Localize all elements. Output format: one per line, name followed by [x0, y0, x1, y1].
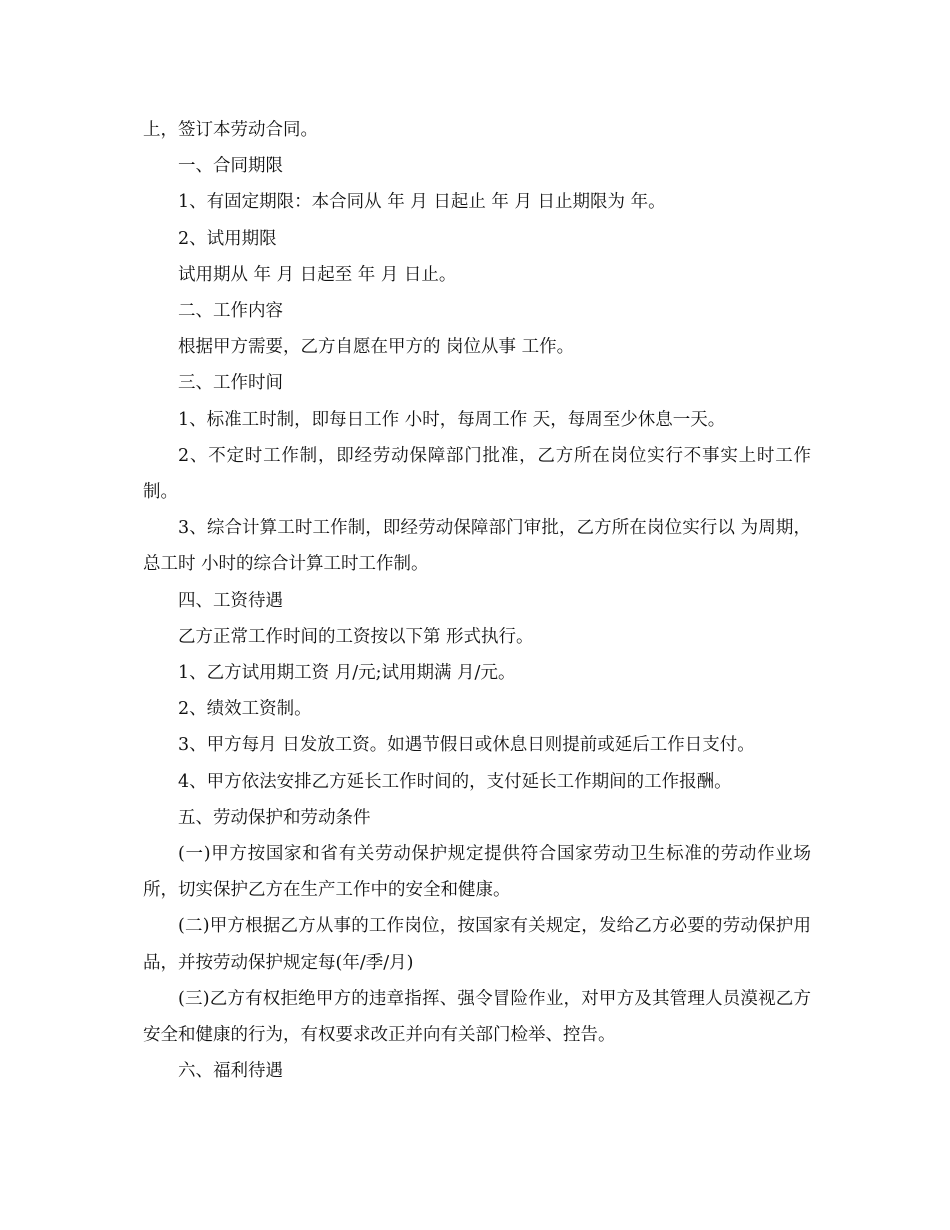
paragraph-probation-wage: 1、乙方试用期工资 月/元;试用期满 月/元。	[178, 663, 516, 684]
paragraph-wage-form: 乙方正常工作时间的工资按以下第 形式执行。	[178, 626, 534, 647]
paragraph-overtime-pay: 4、甲方依法安排乙方延长工作时间的，支付延长工作期间的工作报酬。	[178, 771, 732, 792]
paragraph-protection-2: (二)甲方根据乙方从事的工作岗位，按国家有关规定，发给乙方必要的劳动保护用品，并按劳动保护规定每(年/季/月)	[143, 916, 811, 973]
document-body	[143, 112, 811, 1089]
paragraph-probation-period: 试用期从 年 月 日起至 年 月 日止。	[178, 264, 457, 285]
heading-welfare: 六、福利待遇	[178, 1061, 283, 1082]
paragraph-flexible-hours: 2、不定时工作制，即经劳动保障部门批准，乙方所在岗位实行不事实上时工作制。	[143, 445, 811, 503]
heading-contract-term: 一、合同期限	[178, 156, 283, 177]
paragraph-fixed-term: 1、有固定期限：本合同从 年 月 日起止 年 月 日止期限为 年。	[178, 192, 666, 213]
heading-labor-protection: 五、劳动保护和劳动条件	[178, 807, 371, 828]
paragraph-probation-heading: 2、试用期限	[178, 228, 277, 249]
paragraph-work-content: 根据甲方需要，乙方自愿在甲方的 岗位从事 工作。	[178, 337, 575, 358]
heading-work-content: 二、工作内容	[178, 301, 283, 322]
heading-wages: 四、工资待遇	[178, 590, 283, 611]
paragraph-payday: 3、甲方每月 日发放工资。如遇节假日或休息日则提前或延后工作日支付。	[178, 735, 755, 756]
paragraph-performance-wage: 2、绩效工资制。	[178, 699, 312, 720]
paragraph-protection-1: (一)甲方按国家和省有关劳动保护规定提供符合国家劳动卫生标准的劳动作业场所，切实保护乙方在生产工作中的安全和健康。	[143, 844, 811, 901]
paragraph-protection-3: (三)乙方有权拒绝甲方的违章指挥、强令冒险作业，对甲方及其管理人员漠视乙方安全和健康的行为，有权要求改正并向有关部门检举、控告。	[143, 988, 811, 1046]
paragraph-comprehensive-hours: 3、综合计算工时工作制，即经劳动保障部门审批，乙方所在岗位实行以 为周期，总工时 小时的综合计算工时工作制。	[143, 518, 811, 575]
paragraph-standard-hours: 1、标准工时制，即每日工作 小时，每周工作 天，每周至少休息一天。	[178, 409, 726, 430]
heading-working-hours: 三、工作时间	[178, 373, 283, 394]
paragraph-intro-tail: 上，签订本劳动合同。	[143, 120, 318, 140]
